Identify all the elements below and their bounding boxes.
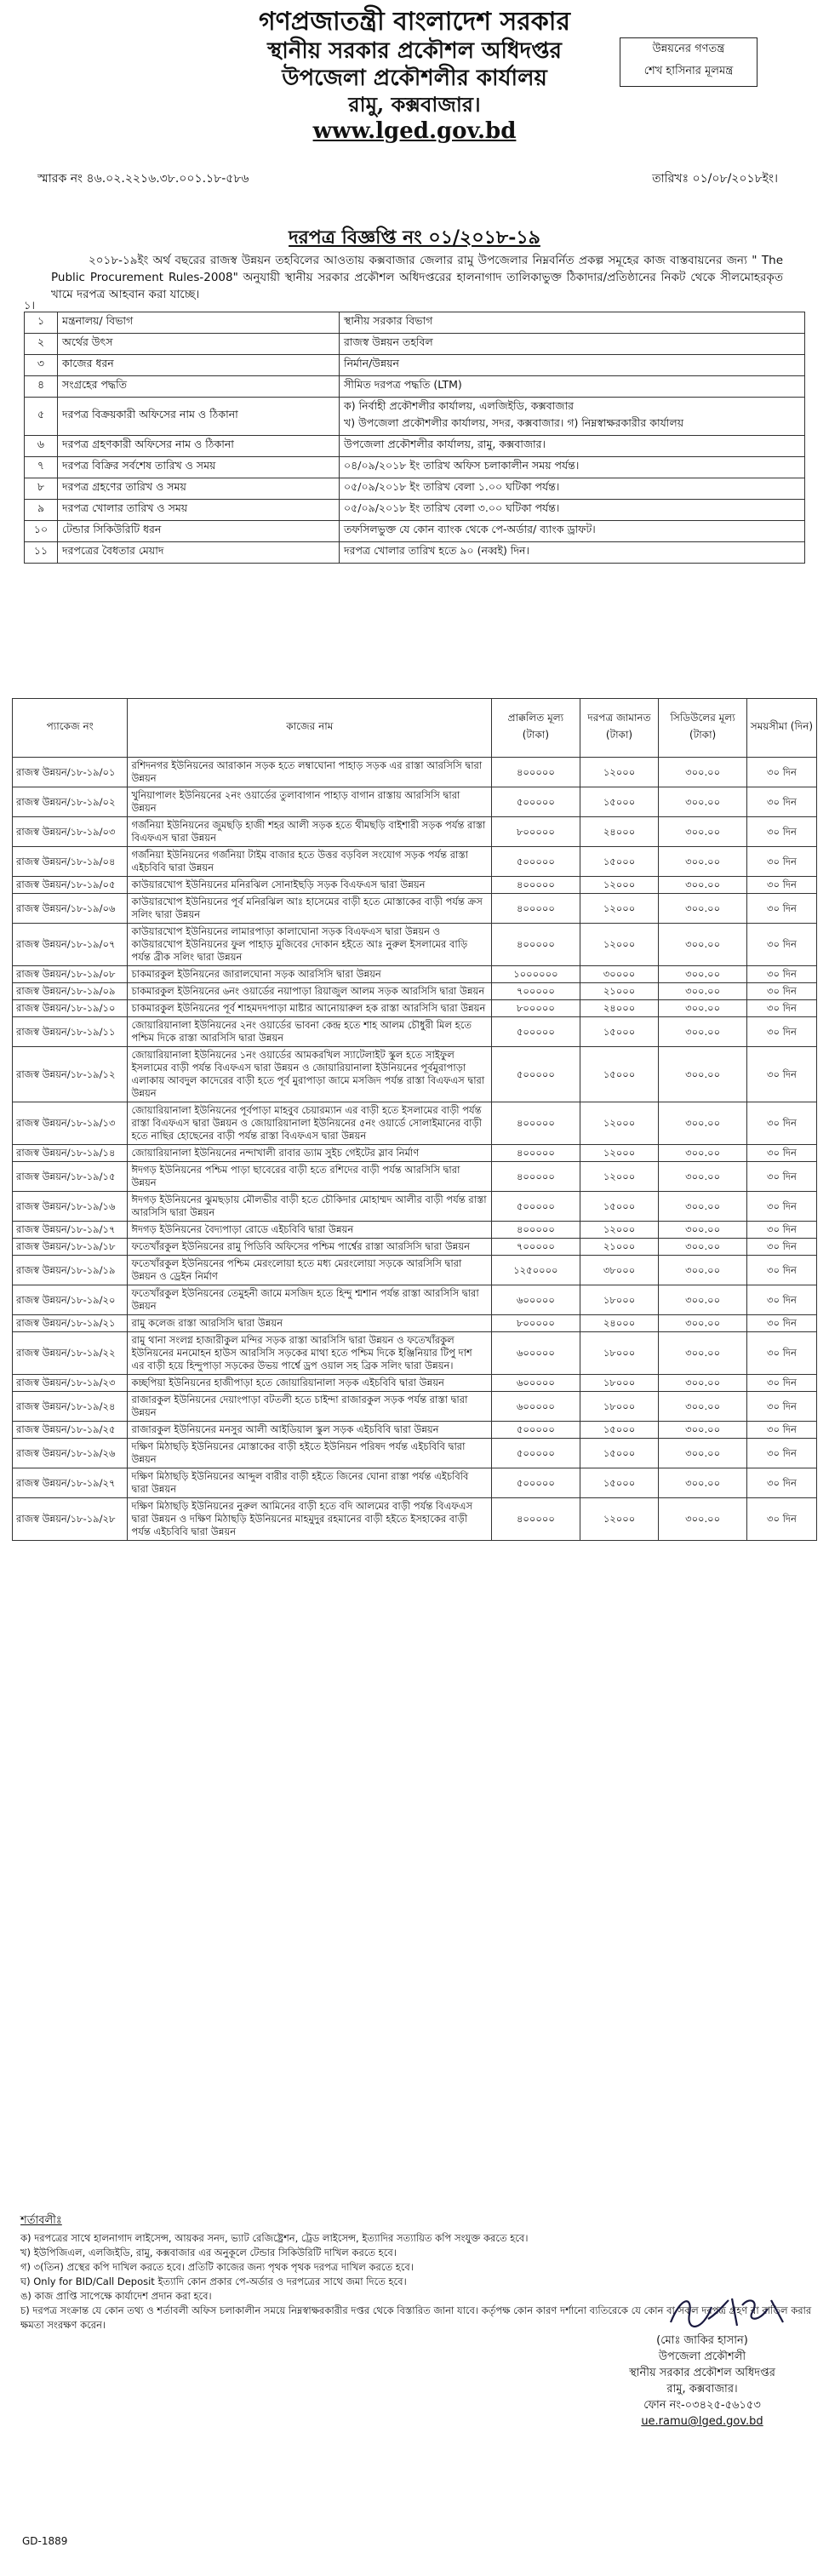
intro-paragraph: ২০১৮-১৯ইং অর্থ বছরের রাজস্ব উন্নয়ন তহবিলের আওতায় কক্সবাজার জেলার রামু উপজেলার নিম্নবর্নিত প্রকল্প সমূহের কাজ বাস্তবায়নের জন্য " The Public Procurement Rules-2008" অনুযায়ী স্থানীয় সরকার প্রকৌশল অধিদপ্তরের হালনাগাদ তালিকাভুক্ত ঠিকাদার/প্রতিষ্ঠানের নিকট থেকে সীলমোহরকৃত খামে দরপত্র আহবান করা যাচ্ছে। [51, 254, 783, 301]
estimated-cost: ৫০০০০০ [492, 1422, 580, 1439]
schedule-price: ৩০০.০০ [659, 1256, 746, 1285]
package-number: রাজস্ব উন্নয়ন/১৮-১৯/২৫ [13, 1422, 128, 1439]
package-row [13, 1145, 817, 1162]
schedule-price: ৩০০.০০ [659, 1285, 746, 1315]
signatory-office: স্থানীয় সরকার প্রকৌশল অধিদপ্তর [629, 2367, 775, 2379]
time-limit: ৩০ দিন [746, 758, 816, 787]
work-name: দক্ষিণ মিঠাছড়ি ইউনিয়নের মোস্তাকের বাড়ী হইতে ইউনিয়ন পরিষদ পর্যন্ত এইচবিবি দ্বারা উন্নয়ন [128, 1439, 492, 1468]
info-row-value [340, 355, 805, 376]
schedule-price: ৩০০.০০ [659, 758, 746, 787]
info-row [25, 355, 805, 376]
info-row [25, 376, 805, 398]
work-name: চাকমারকুল ইউনিয়নের পূর্ব শাহমদদপাড়া মাষ্টার আনোয়ারুল হক রাস্তা আরসিসি দ্বারা উন্নয়ন [128, 1000, 492, 1017]
package-number: রাজস্ব উন্নয়ন/১৮-১৯/২০ [13, 1285, 128, 1315]
tender-security: ১৫০০০ [580, 787, 659, 817]
schedule-price: ৩০০.০০ [659, 924, 746, 966]
col-name: কাজের নাম [128, 699, 492, 758]
tender-info-table [24, 312, 805, 564]
package-row [13, 1256, 817, 1285]
tender-security: ১৮০০০ [580, 1392, 659, 1422]
estimated-cost: ৫০০০০০ [492, 1468, 580, 1498]
estimated-cost: ৫০০০০০ [492, 847, 580, 877]
info-row-key: দরপত্র গ্রহণের তারিখ ও সময় [58, 478, 340, 500]
signatory-email-link[interactable]: ue.ramu@lged.gov.bd [641, 2415, 763, 2428]
tender-security: ১২০০০ [580, 758, 659, 787]
info-row-number: ২ [25, 334, 58, 355]
tender-security: ২৪০০০ [580, 817, 659, 847]
schedule-price: ৩০০.০০ [659, 817, 746, 847]
time-limit: ৩০ দিন [746, 877, 816, 894]
time-limit: ৩০ দিন [746, 1192, 816, 1222]
package-number: রাজস্ব উন্নয়ন/১৮-১৯/০২ [13, 787, 128, 817]
info-row-number: ১১ [25, 542, 58, 564]
tender-security: ১২০০০ [580, 894, 659, 924]
website-link[interactable]: www.lged.gov.bd [312, 118, 517, 144]
info-row-number: ৫ [25, 398, 58, 436]
package-row [13, 847, 817, 877]
work-name: ঈদগড় ইউনিয়নের ঝুমছড়ায় মৌলভীর বাড়ী হতে চৌকিদার মোহাম্মদ আলীর বাড়ী পর্যন্ত রাস্তা আরসিসি দ্বারা উন্নয়ন [128, 1192, 492, 1222]
time-limit: ৩০ দিন [746, 924, 816, 966]
info-row [25, 521, 805, 542]
slogan-line2: শেখ হাসিনার মূলমন্ত্র [643, 65, 734, 77]
tender-security: ১২০০০ [580, 1222, 659, 1239]
signatory-designation: উপজেলা প্রকৌশলী [658, 2350, 746, 2363]
work-name: ঈদগড় ইউনিয়নের পশ্চিম পাড়া ছাবেরের বাড়ী হতে রশিদের বাড়ী পর্যন্ত আরসিসি দ্বারা উন্নয়ন [128, 1162, 492, 1192]
work-name: গর্জনিয়া ইউনিয়নের গর্জনিয়া টাইম বাজার হতে উত্তর বড়বিল সংযোগ সড়ক পর্যন্ত রাস্তা এইচবিবি দ্বারা উন্নয়ন [128, 847, 492, 877]
info-row-value [340, 457, 805, 478]
tender-security: ১৫০০০ [580, 1422, 659, 1439]
estimated-cost: ৮০০০০০ [492, 1315, 580, 1332]
info-row-value-line: দরপত্র খোলার তারিখ হতে ৯০ (নব্বই) দিন। [344, 544, 529, 557]
package-row [13, 1315, 817, 1332]
estimated-cost: ৪০০০০০ [492, 1498, 580, 1541]
schedule-price: ৩০০.০০ [659, 1375, 746, 1392]
slogan-box [620, 37, 758, 87]
info-row-value [340, 334, 805, 355]
package-number: রাজস্ব উন্নয়ন/১৮-১৯/০৮ [13, 966, 128, 983]
term-item: ঘ) Only for BID/Call Deposit ইত্যাদি কোন প্রকার পে-অর্ডার ও দরপত্রের সাথে জমা দিতে হবে। [20, 2275, 407, 2287]
info-row-number: ১০ [25, 521, 58, 542]
info-row-key: দরপত্র বিক্রির সর্বশেষ তারিখ ও সময় [58, 457, 340, 478]
schedule-price: ৩০০.০০ [659, 983, 746, 1000]
time-limit: ৩০ দিন [746, 894, 816, 924]
office-location: রামু, কক্সবাজার। [348, 92, 481, 117]
info-row-value [340, 500, 805, 521]
package-number: রাজস্ব উন্নয়ন/১৮-১৯/১৫ [13, 1162, 128, 1192]
package-number: রাজস্ব উন্নয়ন/১৮-১৯/১০ [13, 1000, 128, 1017]
info-row [25, 542, 805, 564]
estimated-cost: ৬০০০০০ [492, 1332, 580, 1375]
tender-security: ১২০০০ [580, 1498, 659, 1541]
estimated-cost: ৫০০০০০ [492, 1439, 580, 1468]
package-row [13, 1498, 817, 1541]
work-name: কাউয়ারখোপ ইউনিয়নের পূর্ব মনিরঝিল আঃ হাসেমের বাড়ী হতে মোস্তাকের বাড়ী পর্যন্ত ক্রস সলিং দ্বারা উন্নয়ন [128, 894, 492, 924]
package-number: রাজস্ব উন্নয়ন/১৮-১৯/২৪ [13, 1392, 128, 1422]
info-row-key: সংগ্রহের পদ্ধতি [58, 376, 340, 398]
info-row-value-line: নির্মান/উন্নয়ন [344, 357, 399, 369]
estimated-cost: ৪০০০০০ [492, 1222, 580, 1239]
work-name: রাজারকুল ইউনিয়নের দেয়াংপাড়া বটতলী হতে চাইন্দা রাজারকুল সড়ক পর্যন্ত রাস্তা দ্বারা উন্নয়ন [128, 1392, 492, 1422]
package-row [13, 817, 817, 847]
work-name: কাউয়ারখোপ ইউনিয়নের মনিরঝিল সোনাইছড়ি সড়ক বিএফএস দ্বারা উন্নয়ন [128, 877, 492, 894]
info-row-key: দরপত্র গ্রহণকারী অফিসের নাম ও ঠিকানা [58, 436, 340, 457]
info-row-value [340, 542, 805, 564]
package-row [13, 1422, 817, 1439]
term-item: ক) দরপত্রের সাথে হালনাগাদ লাইসেন্স, আয়কর সনদ, ভ্যাট রেজিষ্ট্রেশন, ট্রেড লাইসেন্স, ইত্যাদির সত্যায়িত কপি সংযুক্ত করতে হবে। [20, 2232, 529, 2244]
schedule-price: ৩০০.০০ [659, 1047, 746, 1102]
notice-date: তারিখঃ ০১/০৮/২০১৮ইং। [652, 172, 778, 186]
info-row [25, 500, 805, 521]
schedule-price: ৩০০.০০ [659, 1392, 746, 1422]
time-limit: ৩০ দিন [746, 817, 816, 847]
tender-security: ১৮০০০ [580, 1332, 659, 1375]
estimated-cost: ৪০০০০০ [492, 877, 580, 894]
time-limit: ৩০ দিন [746, 1047, 816, 1102]
work-name: খুনিয়াপালং ইউনিয়নের ২নং ওয়ার্ডের তুলাবাগান পাহাড় বাগান রাস্তায় আরসিসি দ্বারা উন্নয়ন [128, 787, 492, 817]
time-limit: ৩০ দিন [746, 1256, 816, 1285]
work-name: জোয়ারিয়ানালা ইউনিয়নের নন্দাখালী রাবার ড্যাম সুইচ গেইটের স্লাব নির্মাণ [128, 1145, 492, 1162]
package-row [13, 894, 817, 924]
tender-security: ১২০০০ [580, 877, 659, 894]
time-limit: ৩০ দিন [746, 787, 816, 817]
package-number: রাজস্ব উন্নয়ন/১৮-১৯/১৯ [13, 1256, 128, 1285]
info-row-value-line: ০৫/০৯/২০১৮ ইং তারিখ বেলা ১.০০ ঘটিকা পর্যন্ত। [344, 480, 560, 493]
info-row-number: ৪ [25, 376, 58, 398]
time-limit: ৩০ দিন [746, 1422, 816, 1439]
package-number: রাজস্ব উন্নয়ন/১৮-১৯/০৪ [13, 847, 128, 877]
schedule-price: ৩০০.০০ [659, 1222, 746, 1239]
package-number: রাজস্ব উন্নয়ন/১৮-১৯/২৩ [13, 1375, 128, 1392]
package-table [12, 698, 817, 1541]
schedule-price: ৩০০.০০ [659, 877, 746, 894]
tender-security: ২১০০০ [580, 1239, 659, 1256]
time-limit: ৩০ দিন [746, 1439, 816, 1468]
footer-code: GD-1889 [22, 2535, 68, 2547]
time-limit: ৩০ দিন [746, 1102, 816, 1145]
package-number: রাজস্ব উন্নয়ন/১৮-১৯/০৯ [13, 983, 128, 1000]
info-row-value [340, 398, 805, 436]
package-number: রাজস্ব উন্নয়ন/১৮-১৯/২৭ [13, 1468, 128, 1498]
package-row [13, 1017, 817, 1047]
work-name: রামু কলেজ রাস্তা আরসিসি দ্বারা উন্নয়ন [128, 1315, 492, 1332]
package-number: রাজস্ব উন্নয়ন/১৮-১৯/১৬ [13, 1192, 128, 1222]
info-row-key: দরপত্র খোলার তারিখ ও সময় [58, 500, 340, 521]
info-row [25, 478, 805, 500]
schedule-price: ৩০০.০০ [659, 966, 746, 983]
tender-security: ৩০০০০ [580, 966, 659, 983]
info-row-number: ৯ [25, 500, 58, 521]
estimated-cost: ৪০০০০০ [492, 1145, 580, 1162]
schedule-price: ৩০০.০০ [659, 1439, 746, 1468]
package-number: রাজস্ব উন্নয়ন/১৮-১৯/০১ [13, 758, 128, 787]
time-limit: ৩০ দিন [746, 1392, 816, 1422]
info-row-value-line: রাজস্ব উন্নয়ন তহবিল [344, 335, 433, 348]
package-row [13, 877, 817, 894]
tender-security: ৩৮০০০ [580, 1256, 659, 1285]
package-number: রাজস্ব উন্নয়ন/১৮-১৯/১৪ [13, 1145, 128, 1162]
signatory-place: রামু, কক্সবাজার। [666, 2383, 738, 2396]
package-row [13, 1222, 817, 1239]
schedule-price: ৩০০.০০ [659, 1239, 746, 1256]
package-number: রাজস্ব উন্নয়ন/১৮-১৯/১৩ [13, 1102, 128, 1145]
handwritten-signature [664, 2288, 792, 2336]
schedule-price: ৩০০.০০ [659, 1315, 746, 1332]
term-item: গ) ৩(তিন) প্রস্থের কপি দাখিল করতে হবে। প্রতিটি কাজের জন্য পৃথক পৃথক দরপত্র দাখিল করতে হবে। [20, 2261, 414, 2273]
info-row-number: ১ [25, 312, 58, 334]
work-name: রাজারকুল ইউনিয়নের মনসুর আলী আইডিয়াল স্কুল সড়ক এইচবিবি দ্বারা উন্নয়ন [128, 1422, 492, 1439]
tender-security: ১২০০০ [580, 1102, 659, 1145]
work-name: ফতেখাঁরকুল ইউনিয়নের পশ্চিম মেরংলোয়া হতে মধ্য মেরংলোয়া সড়কে আরসিসি দ্বারা উন্নয়ন ও ড্রেইন নির্মাণ [128, 1256, 492, 1285]
col-schedule: সিডিউলের মূল্য (টাকা) [659, 699, 746, 758]
estimated-cost: ৪০০০০০ [492, 924, 580, 966]
work-name: রামু থানা সংলগ্ন হাজারীকুল মন্দির সড়ক রাস্তা আরসিসি দ্বারা উন্নয়ন ও ফতেখাঁরকুল ইউনিয়নের মনমোহন হাউস আরসিসি সড়কের মাথা হতে পশ্চিম দিকে ইঞ্জিনিয়ার টিপু দাশ এর বাড়ী হয়ে হিন্দুপাড়া সড়কের উভয় পার্শ্বে ড্রপ ওয়াল সহ ব্রিক সলিং দ্বারা উন্নয়ন। [128, 1332, 492, 1375]
info-row-value [340, 376, 805, 398]
info-row-value-line: স্থানীয় সরকার বিভাগ [344, 314, 433, 327]
estimated-cost: ৭০০০০০ [492, 983, 580, 1000]
info-row-value-line: সীমিত দরপত্র পদ্ধতি (LTM) [344, 378, 462, 391]
tender-security: ১৫০০০ [580, 1468, 659, 1498]
tender-security: ২৪০০০ [580, 1315, 659, 1332]
schedule-price: ৩০০.০০ [659, 1017, 746, 1047]
time-limit: ৩০ দিন [746, 1162, 816, 1192]
estimated-cost: ৫০০০০০ [492, 787, 580, 817]
package-row [13, 1102, 817, 1145]
tender-security: ১২০০০ [580, 1162, 659, 1192]
estimated-cost: ৫০০০০০ [492, 1192, 580, 1222]
info-row-value-line2: খ) উপজেলা প্রকৌশলীর কার্যালয়, সদর, কক্সবাজার। গ) নিম্নস্বাক্ষরকারীর কার্যালয় [344, 416, 684, 429]
time-limit: ৩০ দিন [746, 1145, 816, 1162]
estimated-cost: ৪০০০০০ [492, 758, 580, 787]
info-row-key: দরপত্র বিক্রয়কারী অফিসের নাম ও ঠিকানা [58, 398, 340, 436]
info-row-number: ৬ [25, 436, 58, 457]
info-row-key: কাজের ধরন [58, 355, 340, 376]
schedule-price: ৩০০.০০ [659, 1498, 746, 1541]
package-row [13, 1285, 817, 1315]
time-limit: ৩০ দিন [746, 966, 816, 983]
info-row-value [340, 478, 805, 500]
package-row [13, 966, 817, 983]
package-row [13, 1468, 817, 1498]
tender-security: ১৫০০০ [580, 1439, 659, 1468]
info-row [25, 398, 805, 436]
time-limit: ৩০ দিন [746, 1315, 816, 1332]
package-row [13, 1332, 817, 1375]
info-row [25, 436, 805, 457]
schedule-price: ৩০০.০০ [659, 1468, 746, 1498]
time-limit: ৩০ দিন [746, 1285, 816, 1315]
info-row-value-line: তফসিলভুক্ত যে কোন ব্যাংক থেকে পে-অর্ডার/ ব্যাংক ড্রাফট। [344, 523, 596, 535]
estimated-cost: ৮০০০০০ [492, 817, 580, 847]
time-limit: ৩০ দিন [746, 847, 816, 877]
slogan-line1: উন্নয়নের গণতন্ত্র [652, 43, 725, 55]
package-number: রাজস্ব উন্নয়ন/১৮-১৯/২১ [13, 1315, 128, 1332]
time-limit: ৩০ দিন [746, 983, 816, 1000]
info-row-key: দরপত্রের বৈধতার মেয়াদ [58, 542, 340, 564]
tender-security: ১৫০০০ [580, 847, 659, 877]
estimated-cost: ৪০০০০০ [492, 894, 580, 924]
info-row-value-line: উপজেলা প্রকৌশলীর কার্যালয়, রামু, কক্সবাজার। [344, 438, 546, 450]
tender-security: ২৪০০০ [580, 1000, 659, 1017]
package-number: রাজস্ব উন্নয়ন/১৮-১৯/১৭ [13, 1222, 128, 1239]
tender-security: ২১০০০ [580, 983, 659, 1000]
terms-heading: শর্তাবলীঃ [20, 2214, 62, 2227]
package-number: রাজস্ব উন্নয়ন/১৮-১৯/০৭ [13, 924, 128, 966]
work-name: চাকমারকুল ইউনিয়নের জারালঘোনা সড়ক আরসিসি দ্বারা উন্নয়ন [128, 966, 492, 983]
schedule-price: ৩০০.০০ [659, 894, 746, 924]
schedule-price: ৩০০.০০ [659, 1162, 746, 1192]
estimated-cost: ৪০০০০০ [492, 1162, 580, 1192]
estimated-cost: ৪০০০০০ [492, 1102, 580, 1145]
tender-security: ১২০০০ [580, 1145, 659, 1162]
estimated-cost: ৬০০০০০ [492, 1285, 580, 1315]
package-row [13, 1000, 817, 1017]
govt-name: গণপ্রজাতন্ত্রী বাংলাদেশ সরকার [259, 7, 570, 37]
estimated-cost: ৬০০০০০ [492, 1375, 580, 1392]
info-row-key: টেন্ডার সিকিউরিটি ধরন [58, 521, 340, 542]
time-limit: ৩০ দিন [746, 1000, 816, 1017]
estimated-cost: ১০০০০০০ [492, 966, 580, 983]
time-limit: ৩০ দিন [746, 1239, 816, 1256]
estimated-cost: ৬০০০০০ [492, 1392, 580, 1422]
info-row-number: ৭ [25, 457, 58, 478]
package-row [13, 1162, 817, 1192]
term-item: চ) দরপত্র সংক্রান্ত যে কোন তথ্য ও শর্তাবলী অফিস চলাকালীন সময়ে নিম্নস্বাক্ষরকারীর দপ্তর থেকে বিস্তারিত জানা যাবে। কর্তৃপক্ষ কোন কারণ দর্শানো ব্যতিরেকে যে কোন বা সকল দরপত্র গ্রহণ বা বাতিল করার ক্ষমতা সংরক্ষণ করেন। [20, 2304, 812, 2331]
time-limit: ৩০ দিন [746, 1375, 816, 1392]
notice-title: দরপত্র বিজ্ঞপ্তি নং ০১/২০১৮-১৯ [289, 226, 540, 249]
info-row-key: মন্ত্রনালয়/ বিভাগ [58, 312, 340, 334]
col-pkg: প্যাকেজ নং [13, 699, 128, 758]
package-row [13, 1375, 817, 1392]
package-row [13, 1439, 817, 1468]
estimated-cost: ১২৫০০০০ [492, 1256, 580, 1285]
package-number: রাজস্ব উন্নয়ন/১৮-১৯/২৮ [13, 1498, 128, 1541]
info-row [25, 457, 805, 478]
department-name: স্থানীয় সরকার প্রকৌশল অধিদপ্তর [267, 38, 562, 64]
info-row-key: অর্থের উৎস [58, 334, 340, 355]
info-row-value [340, 312, 805, 334]
info-row [25, 312, 805, 334]
estimated-cost: ৫০০০০০ [492, 1047, 580, 1102]
memo-number: স্মারক নং ৪৬.০২.২২১৬.৩৮.০০১.১৮-৫৮৬ [37, 172, 249, 186]
tender-security: ১৮০০০ [580, 1375, 659, 1392]
package-number: রাজস্ব উন্নয়ন/১৮-১৯/১১ [13, 1017, 128, 1047]
signatory-name: (মোঃ জাকির হাসান) [656, 2334, 748, 2347]
work-name: কাউয়ারখোপ ইউনিয়নের লামারপাড়া কালাঘোনা সড়ক বিএফএস দ্বারা উন্নয়ন ও কাউয়ারখোপ ইউনিয়নের ফুল পাহাড় মুজিবের দোকান হইতে আঃ নুরুল ইসলামের বাড়ি পর্যন্ত ব্রীক সলিং দ্বারা উন্নয়ন [128, 924, 492, 966]
info-row-value [340, 521, 805, 542]
package-number: রাজস্ব উন্নয়ন/১৮-১৯/২২ [13, 1332, 128, 1375]
package-row [13, 1047, 817, 1102]
signature-block [596, 2333, 809, 2430]
work-name: গর্জনিয়া ইউনিয়নের জুমছড়ি হাজী শহর আলী সড়ক হতে থীমছড়ি বাইশারী সড়ক পর্যন্ত রাস্তা বিএফএস দ্বারা উন্নয়ন [128, 817, 492, 847]
info-row-value-line: ক) নির্বাহী প্রকৌশলীর কার্যালয়, এলজিইডি, কক্সবাজার [344, 399, 574, 412]
office-name: উপজেলা প্রকৌশলীর কার্যালয় [282, 66, 547, 91]
time-limit: ৩০ দিন [746, 1017, 816, 1047]
package-row [13, 787, 817, 817]
work-name: দক্ষিণ মিঠাছড়ি ইউনিয়নের আব্দুল বারীর বাড়ী হইতে জিনের ঘোনা রাস্তা পর্যন্ত এইচবিবি দ্বারা উন্নয়ন [128, 1468, 492, 1498]
schedule-price: ৩০০.০০ [659, 1332, 746, 1375]
info-row-value [340, 436, 805, 457]
time-limit: ৩০ দিন [746, 1468, 816, 1498]
work-name: চাকমারকুল ইউনিয়নের ৬নং ওয়ার্ডের নয়াপাড়া রিয়াজুল আলম সড়ক আরসিসি দ্বারা উন্নয়ন [128, 983, 492, 1000]
tender-security: ১৫০০০ [580, 1017, 659, 1047]
term-item: ঙ) কাজ প্রাপ্তি সাপেক্ষে কার্যাদেশ প্রদান করা হবে। [20, 2290, 212, 2302]
package-row [13, 924, 817, 966]
work-name: জোয়ারিয়ানালা ইউনিয়নের ২নং ওয়ার্ডের ভাবনা কেন্দ্র হতে শাহ আলম চৌধুরী মিল হতে পশ্চিম দিকে রাস্তা আরসিসি দ্বারা উন্নয়ন [128, 1017, 492, 1047]
work-name: জোয়ারিয়ানালা ইউনিয়নের পূর্বপাড়া মাহবুব চেয়ারম্যান এর বাড়ী হতে ইসলামের বাড়ী পর্যন্ত রাস্তা বিএফএস দ্বারা উন্নয়ন ও জোয়ারিয়ানালা ইউনিয়নের ৫নং ওয়ার্ডে সোলাইমানের বাড়ী হতে নাছির হোছেনের বাড়ী পর্যন্ত রাস্তা বিএফএস দ্বারা উন্নয়ন [128, 1102, 492, 1145]
estimated-cost: ৮০০০০০ [492, 1000, 580, 1017]
package-row [13, 1192, 817, 1222]
tender-security: ১৫০০০ [580, 1047, 659, 1102]
work-name: কচ্ছপিয়া ইউনিয়নের হাজীপাড়া হতে জোয়ারিয়ানালা সড়ক এইচবিবি দ্বারা উন্নয়ন [128, 1375, 492, 1392]
col-cost: প্রাক্কলিত মূল্য (টাকা) [492, 699, 580, 758]
work-name: ঈদগড় ইউনিয়নের বৈদ্যপাড়া রোডে এইচবিবি দ্বারা উন্নয়ন [128, 1222, 492, 1239]
schedule-price: ৩০০.০০ [659, 1000, 746, 1017]
info-row [25, 334, 805, 355]
info-row-value-line: ০৪/০৯/২০১৮ ইং তারিখ অফিস চলাকালীন সময় পর্যন্ত। [344, 459, 580, 472]
info-row-number: ৩ [25, 355, 58, 376]
section-number: ১। [24, 300, 36, 312]
package-row [13, 983, 817, 1000]
schedule-price: ৩০০.০০ [659, 1422, 746, 1439]
schedule-price: ৩০০.০০ [659, 1192, 746, 1222]
estimated-cost: ৫০০০০০ [492, 1017, 580, 1047]
info-row-number: ৮ [25, 478, 58, 500]
estimated-cost: ৭০০০০০ [492, 1239, 580, 1256]
work-name: জোয়ারিয়ানালা ইউনিয়নের ১নং ওয়ার্ডের আমকরখিল স্যাটেলাইট স্কুল হতে সাইফুল ইসলামের বাড়ী পর্যন্ত বিএফএস দ্বারা উন্নয়ন ও জোয়ারিয়ানালা ইউনিয়নের পূর্বমুরাপাড়া এলাকায় আবদুল কাদেরের বাড়ী হতে পূর্ব মুরাপাড়া জামে মসজিদ পর্যন্ত রাস্তা বিএফএস দ্বারা উন্নয়ন [128, 1047, 492, 1102]
work-name: দক্ষিণ মিঠাছড়ি ইউনিয়নের নুরুল আমিনের বাড়ী হতে বদি আলমের বাড়ী পর্যন্ত বিএফএস দ্বারা উন্নয়ন ও দক্ষিণ মিঠাছড়ি ইউনিয়নের মাহমুদুর রহমানের বাড়ী হইতে ইসহাকের বাড়ী পর্যন্ত এইচবিবি দ্বারা উন্নয়ন [128, 1498, 492, 1541]
time-limit: ৩০ দিন [746, 1332, 816, 1375]
schedule-price: ৩০০.০০ [659, 847, 746, 877]
schedule-price: ৩০০.০০ [659, 1145, 746, 1162]
term-item: খ) ইউপিজিএল, এলজিইডি, রামু, কক্সবাজার এর অনুকূলে টেন্ডার সিকিউরিটি দাখিল করতে হবে। [20, 2247, 397, 2258]
tender-security: ১৫০০০ [580, 1192, 659, 1222]
work-name: ফতেখাঁরকুল ইউনিয়নের তেমুহনী জামে মসজিদ হতে হিন্দু শ্মশান পর্যন্ত রাস্তা আরসিসি দ্বারা উন্নয়ন [128, 1285, 492, 1315]
package-number: রাজস্ব উন্নয়ন/১৮-১৯/০৫ [13, 877, 128, 894]
package-number: রাজস্ব উন্নয়ন/১৮-১৯/২৬ [13, 1439, 128, 1468]
package-row [13, 1239, 817, 1256]
tender-security: ১২০০০ [580, 924, 659, 966]
col-time: সময়সীমা (দিন) [746, 699, 816, 758]
package-number: রাজস্ব উন্নয়ন/১৮-১৯/১৮ [13, 1239, 128, 1256]
time-limit: ৩০ দিন [746, 1222, 816, 1239]
signatory-phone: ফোন নং-০৩৪২৫-৫৬১৫৩ [643, 2399, 761, 2412]
package-row [13, 758, 817, 787]
schedule-price: ৩০০.০০ [659, 787, 746, 817]
work-name: ফতেখাঁরকুল ইউনিয়নের রামু পিডিবি অফিসের পশ্চিম পার্শ্বের রাস্তা আরসিসি দ্বারা উন্নয়ন [128, 1239, 492, 1256]
col-security: দরপত্র জামানত (টাকা) [580, 699, 659, 758]
package-row [13, 1392, 817, 1422]
work-name: রশিদনগর ইউনিয়নের আরাকান সড়ক হতে লম্বাঘোনা পাহাড় সড়ক এর রাস্তা আরসিসি দ্বারা উন্নয়ন [128, 758, 492, 787]
tender-security: ১৮০০০ [580, 1285, 659, 1315]
info-row-value-line: ০৫/০৯/২০১৮ ইং তারিখ বেলা ৩.০০ ঘটিকা পর্যন্ত। [344, 501, 560, 514]
package-number: রাজস্ব উন্নয়ন/১৮-১৯/১২ [13, 1047, 128, 1102]
package-table-header [13, 699, 817, 758]
package-number: রাজস্ব উন্নয়ন/১৮-১৯/০৬ [13, 894, 128, 924]
schedule-price: ৩০০.০০ [659, 1102, 746, 1145]
package-number: রাজস্ব উন্নয়ন/১৮-১৯/০৩ [13, 817, 128, 847]
time-limit: ৩০ দিন [746, 1498, 816, 1541]
